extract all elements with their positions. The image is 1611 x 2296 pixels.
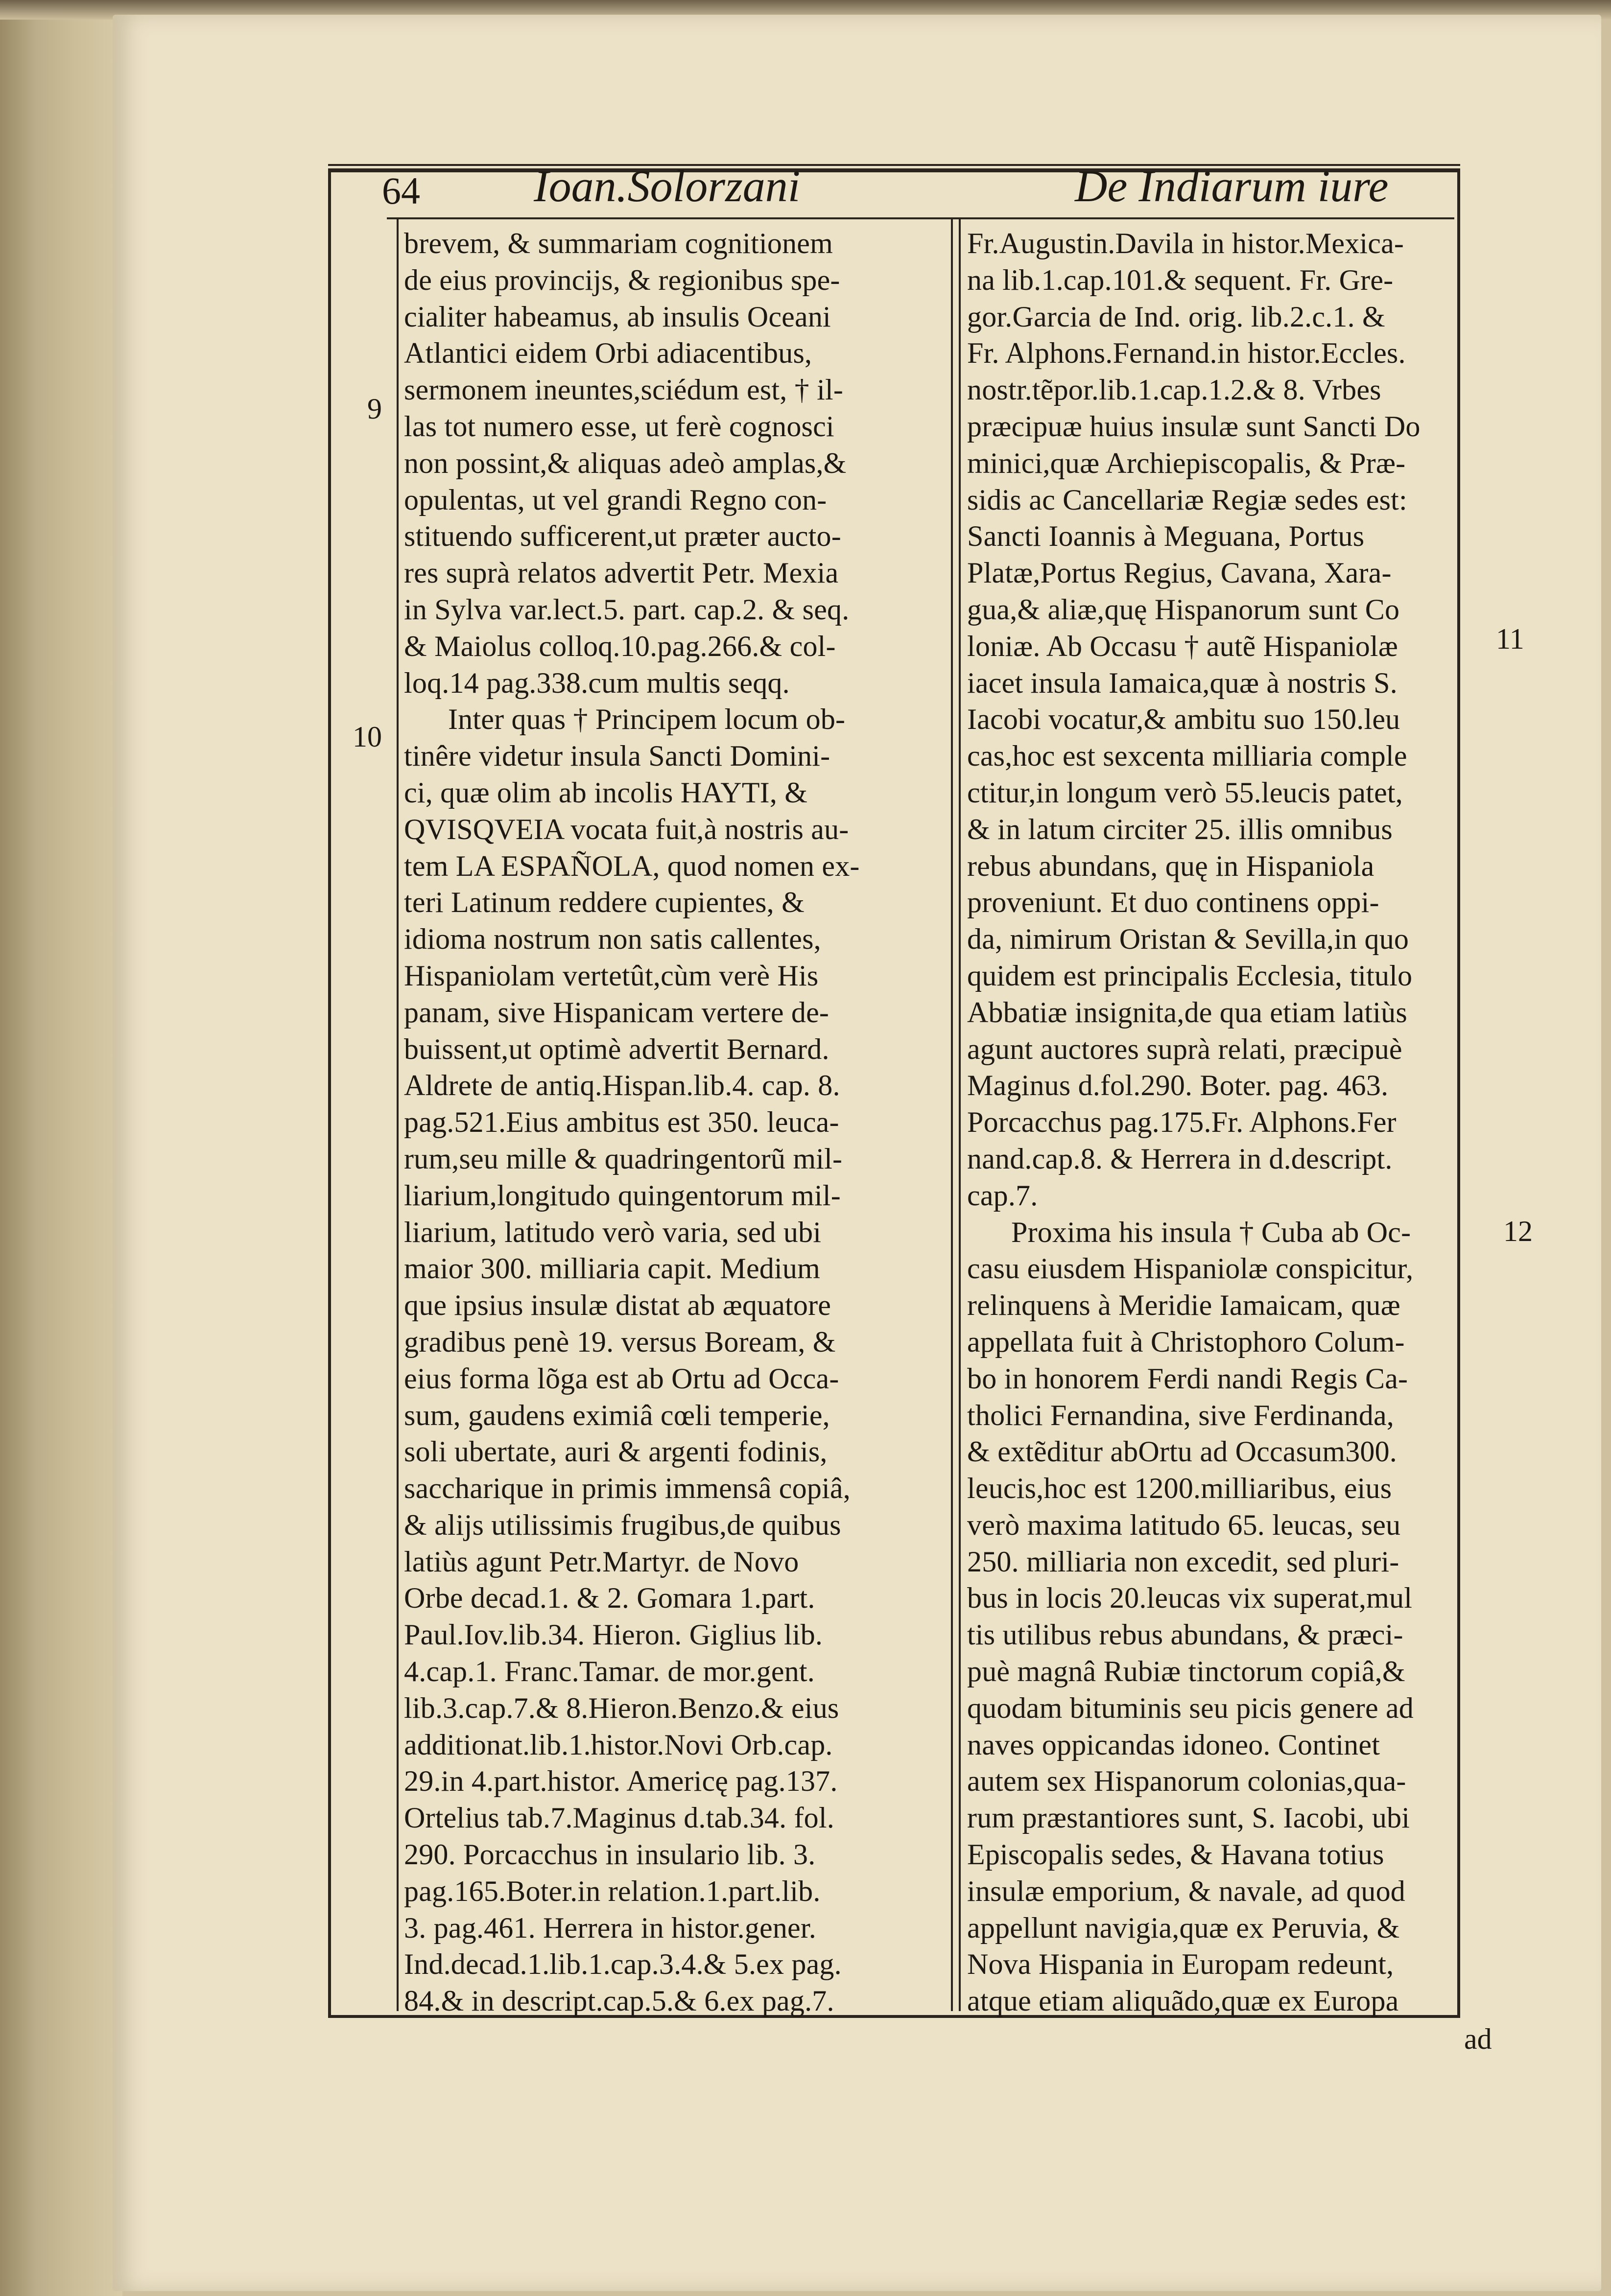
text-line: Orbe decad.1. & 2. Gomara 1.part.	[404, 1582, 815, 1615]
text-line: relinquens à Meridie Iamaicam, quæ	[967, 1289, 1400, 1322]
column-divider	[951, 219, 961, 2011]
text-line: appellata fuit à Christophoro Colum-	[967, 1325, 1405, 1358]
text-line: 250. milliaria non excedit, sed pluri-	[967, 1545, 1399, 1578]
text-line: Iacobi vocatur,& ambitu suo 150.leu	[967, 703, 1400, 736]
text-line: teri Latinum reddere cupientes, &	[404, 886, 805, 919]
text-line: 29.in 4.part.histor. Americę pag.137.	[404, 1765, 838, 1798]
text-line: pag.521.Eius ambitus est 350. leuca-	[404, 1106, 839, 1139]
text-line: appellunt navigia,quæ ex Peruvia, &	[967, 1911, 1400, 1944]
text-line: & in latum circiter 25. illis omnibus	[967, 813, 1393, 845]
text-line: cap.7.	[967, 1179, 1038, 1212]
text-line: lib.3.cap.7.& 8.Hieron.Benzo.& eius	[404, 1691, 839, 1724]
text-line: & alijs utilissimis frugibus,de quibus	[404, 1508, 841, 1541]
text-line: rum præstantiores sunt, S. Iacobi, ubi	[967, 1802, 1410, 1834]
text-line: ci, quæ olim ab incolis HAYTI, &	[404, 776, 808, 809]
text-line: Fr.Augustin.Davila in histor.Mexica-	[967, 227, 1404, 259]
text-line: stituendo sufficerent,ut præter aucto-	[404, 520, 841, 553]
text-line: las tot numero esse, ut ferè cognosci	[404, 410, 834, 443]
text-line: Proxima his insula † Cuba ab Oc-	[1011, 1216, 1411, 1248]
left-column	[404, 225, 948, 2019]
text-line: 84.& in descript.cap.5.& 6.ex pag.7.	[404, 1985, 834, 2017]
text-line: opulentas, ut vel grandi Regno con-	[404, 483, 827, 516]
text-line: tis utilibus rebus abundans, & præci-	[967, 1618, 1403, 1651]
text-line: latiùs agunt Petr.Martyr. de Novo	[404, 1545, 799, 1578]
text-line: Episcopalis sedes, & Havana totius	[967, 1838, 1384, 1871]
page-number: 64	[382, 169, 420, 212]
text-line: sidis ac Cancellariæ Regiæ sedes est:	[967, 483, 1407, 516]
text-line: 3. pag.461. Herrera in histor.gener.	[404, 1911, 816, 1944]
text-line: idioma nostrum non satis callentes,	[404, 923, 821, 956]
text-line: in Sylva var.lect.5. part. cap.2. & seq.	[404, 593, 850, 626]
text-line: gor.Garcia de Ind. orig. lib.2.c.1. &	[967, 300, 1385, 333]
text-line: iacet insula Iamaica,quæ à nostris S.	[967, 666, 1398, 699]
text-line: cialiter habeamus, ab insulis Oceani	[404, 300, 831, 333]
text-line: nostr.tẽpor.lib.1.cap.1.2.& 8. Vrbes	[967, 374, 1381, 406]
text-line: gua,& aliæ,quę Hispanorum sunt Co	[967, 593, 1400, 626]
text-line: ctitur,in longum verò 55.leucis patet,	[967, 776, 1403, 809]
text-line: rum,seu mille & quadringentorũ mil-	[404, 1142, 843, 1175]
book-page-edges	[0, 0, 122, 2296]
text-line: naves oppicandas idoneo. Continet	[967, 1728, 1380, 1761]
text-line: & extẽditur abOrtu ad Occasum300.	[967, 1435, 1398, 1468]
text-line: tinêre videtur insula Sancti Domini-	[404, 740, 830, 773]
text-line: da, nimirum Oristan & Sevilla,in quo	[967, 923, 1409, 956]
text-line: Hispaniolam vertetût,cùm verè His	[404, 959, 819, 992]
margin-number-10: 10	[353, 721, 382, 753]
text-line: liarium, latitudo verò varia, sed ubi	[404, 1216, 822, 1248]
text-line: & Maiolus colloq.10.pag.266.& col-	[404, 630, 836, 662]
text-line: gradibus penè 19. versus Boream, &	[404, 1325, 836, 1358]
text-line: tem LA ESPAÑOLA, quod nomen ex-	[404, 849, 860, 882]
text-line: verò maxima latitudo 65. leucas, seu	[967, 1508, 1401, 1541]
margin-number-11: 11	[1496, 623, 1524, 655]
right-column	[967, 225, 1457, 2019]
text-line: sum, gaudens eximiâ cœli temperie,	[404, 1399, 830, 1431]
text-line: 290. Porcacchus in insulario lib. 3.	[404, 1838, 816, 1871]
text-line: bus in locis 20.leucas vix superat,mul	[967, 1582, 1413, 1615]
text-line: de eius provincijs, & regionibus spe-	[404, 263, 840, 296]
margin-number-9: 9	[367, 393, 382, 425]
left-column-rule	[397, 219, 399, 2011]
text-line: sermonem ineuntes,sciédum est, † il-	[404, 374, 844, 406]
text-line: casu eiusdem Hispaniolæ conspicitur,	[967, 1252, 1414, 1285]
text-line: non possint,& aliquas adeò amplas,&	[404, 446, 847, 479]
text-line: res suprà relatos advertit Petr. Mexia	[404, 557, 839, 589]
text-line: liarium,longitudo quingentorum mil-	[404, 1179, 841, 1212]
text-line: brevem, & summariam cognitionem	[404, 227, 833, 259]
text-line: Maginus d.fol.290. Boter. pag. 463.	[967, 1069, 1389, 1102]
text-line: Paul.Iov.lib.34. Hieron. Giglius lib.	[404, 1618, 823, 1651]
text-line: Platæ,Portus Regius, Cavana, Xara-	[967, 557, 1392, 589]
text-line: autem sex Hispanorum colonias,qua-	[967, 1765, 1406, 1798]
text-line: QVISQVEIA vocata fuit,à nostris au-	[404, 813, 849, 845]
text-line: saccharique in primis immensâ copiâ,	[404, 1472, 851, 1505]
text-line: pag.165.Boter.in relation.1.part.lib.	[404, 1874, 821, 1907]
text-line: 4.cap.1. Franc.Tamar. de mor.gent.	[404, 1655, 815, 1688]
text-line: Ind.decad.1.lib.1.cap.3.4.& 5.ex pag.	[404, 1948, 842, 1981]
text-line: proveniunt. Et duo continens oppi-	[967, 886, 1379, 919]
text-line: nand.cap.8. & Herrera in d.descript.	[967, 1142, 1393, 1175]
text-line: præcipuæ huius insulæ sunt Sancti Do	[967, 410, 1421, 443]
text-line: tholici Fernandina, sive Ferdinanda,	[967, 1399, 1394, 1431]
text-line: cas,hoc est sexcenta milliaria comple	[967, 740, 1407, 773]
text-line: loq.14 pag.338.cum multis seqq.	[404, 666, 790, 699]
text-line: Porcacchus pag.175.Fr. Alphons.Fer	[967, 1106, 1397, 1139]
text-line: additionat.lib.1.histor.Novi Orb.cap.	[404, 1728, 833, 1761]
text-line: atque etiam aliquãdo,quæ ex Europa	[967, 1985, 1399, 2017]
header-rule	[387, 217, 1454, 219]
catchword: ad	[1464, 2023, 1492, 2055]
text-line: buissent,ut optimè advertit Bernard.	[404, 1032, 829, 1065]
text-line: quidem est principalis Ecclesia, titulo	[967, 959, 1413, 992]
text-line: minici,quæ Archiepiscopalis, & Præ-	[967, 446, 1406, 479]
text-line: Abbatiæ insignita,de qua etiam latiùs	[967, 996, 1407, 1029]
running-head-author: Ioan.Solorzani	[534, 161, 801, 211]
text-line: puè magnâ Rubiæ tinctorum copiâ,&	[967, 1655, 1405, 1688]
text-line: quodam bituminis seu picis genere ad	[967, 1691, 1414, 1724]
text-line: eius forma lõga est ab Ortu ad Occa-	[404, 1362, 839, 1395]
text-line: Aldrete de antiq.Hispan.lib.4. cap. 8.	[404, 1069, 840, 1102]
text-line: Sancti Ioannis à Meguana, Portus	[967, 520, 1365, 553]
text-line: panam, sive Hispanicam vertere de-	[404, 996, 829, 1029]
text-line: maior 300. milliaria capit. Medium	[404, 1252, 820, 1285]
text-line: Atlantici eidem Orbi adiacentibus,	[404, 337, 812, 370]
text-line: insulæ emporium, & navale, ad quod	[967, 1874, 1405, 1907]
text-line: bo in honorem Ferdi nandi Regis Ca-	[967, 1362, 1408, 1395]
margin-number-12: 12	[1503, 1215, 1533, 1247]
text-line: Ortelius tab.7.Maginus d.tab.34. fol.	[404, 1802, 834, 1834]
text-line: Fr. Alphons.Fernand.in histor.Eccles.	[967, 337, 1406, 370]
text-line: na lib.1.cap.101.& sequent. Fr. Gre-	[967, 263, 1394, 296]
running-head-title: De Indiarum iure	[1075, 161, 1389, 211]
text-line: leucis,hoc est 1200.milliaribus, eius	[967, 1472, 1392, 1505]
text-line: rebus abundans, quę in Hispaniola	[967, 849, 1374, 882]
text-line: Nova Hispania in Europam redeunt,	[967, 1948, 1394, 1981]
text-line: loniæ. Ab Occasu † autẽ Hispaniolæ	[967, 630, 1398, 662]
text-line: Inter quas † Principem locum ob-	[448, 703, 846, 736]
text-line: soli ubertate, auri & argenti fodinis,	[404, 1435, 828, 1468]
text-line: agunt auctores suprà relati, præcipuè	[967, 1032, 1402, 1065]
text-line: que ipsius insulæ distat ab æquatore	[404, 1289, 831, 1322]
